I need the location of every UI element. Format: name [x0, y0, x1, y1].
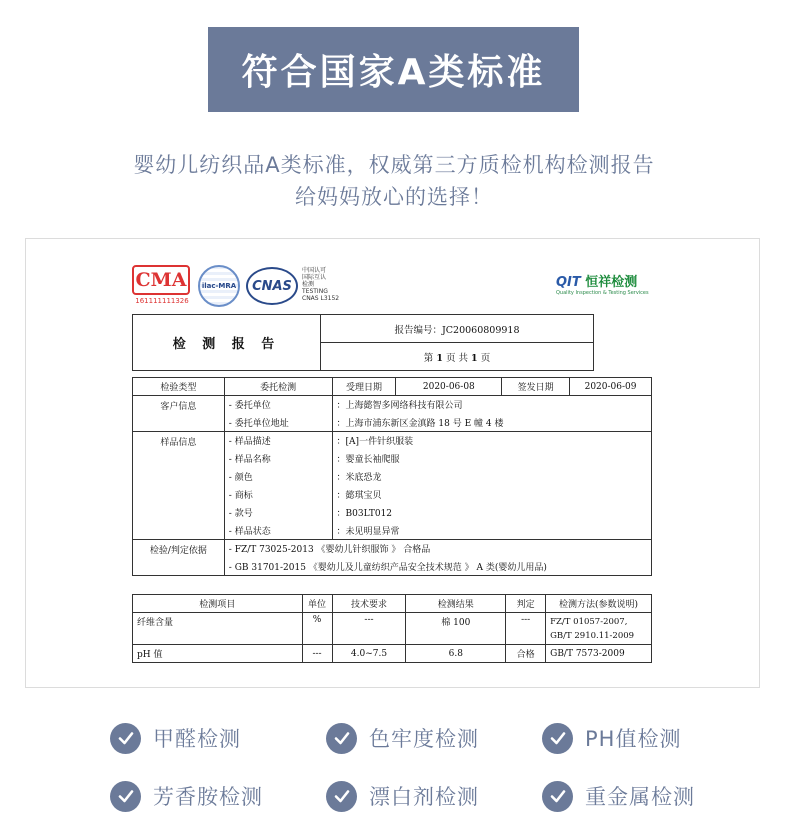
ilac-mra-logo: ilac-MRA	[198, 265, 240, 307]
check-badge: 色牢度检测	[326, 718, 479, 758]
checkmark-icon	[326, 723, 357, 754]
cnas-caption: 中国认可 国际互认 检测 TESTING CNAS L3152	[302, 267, 340, 302]
subtitle-line-1: 婴幼儿纺织品A类标准，权威第三方质检机构检测报告	[133, 153, 655, 177]
table-row: pH 值 --- 4.0~7.5 6.8 合格 GB/T 7573-2009	[133, 645, 652, 663]
check-badge: PH值检测	[542, 718, 681, 758]
report-info-table: 检验类型 委托检测 受理日期 2020-06-08 签发日期 2020-06-09 客户信息 - 委托单位 ：上海懿智多网络科技有限公司 - 委托单位地址 ：上海市浦东新区金滇路 18 号 E 幢 4 楼 样品信息 - 样品描述 ：[A]一件针织服装 - 样品名称 ：婴童长袖爬服 - 颜色 ：米底恐龙 - 商标 ：懿琪宝贝 - 款号 ：B03LT012 - 样品状态 ：未见明显异常 检验/判定依据 - FZ/T 73025-2013 《婴幼儿针织服饰 》 合格品 - GB 31701-2015 《婴幼儿及儿童纺织产品安全技术规范 》 A 类(婴幼儿用品)	[132, 377, 652, 576]
check-badge: 甲醛检测	[110, 718, 241, 758]
check-badge: 芳香胺检测	[110, 776, 263, 816]
check-badge: 重金属检测	[542, 776, 695, 816]
checkmark-icon	[542, 781, 573, 812]
checkmark-icon	[110, 723, 141, 754]
page-banner: 符合国家A类标准	[208, 27, 579, 112]
certification-logos	[132, 263, 362, 313]
report-title: 检 测 报 告	[133, 315, 321, 371]
checkmark-icon	[326, 781, 357, 812]
check-badge: 漂白剂检测	[326, 776, 479, 816]
test-results-table: 检测项目 单位 技术要求 检测结果 判定 检测方法(参数说明) 纤维含量 % --- 棉 100 --- FZ/T 01057-2007, GB/T 2910.11-2009 pH 值 --- 4.0~7.5 6.8 合格 GB/T 7573-2009	[132, 594, 652, 663]
qit-logo: QIT 恒祥检测 Quality Inspection & Testing Services	[556, 275, 649, 296]
subtitle-line-2: 给妈妈放心的选择！	[295, 185, 493, 209]
report-header-table	[132, 314, 594, 371]
checkmark-icon	[110, 781, 141, 812]
report-number: 报告编号：JC20060809918	[321, 315, 594, 343]
cnas-logo: CNAS	[246, 267, 298, 305]
checkmark-icon	[542, 723, 573, 754]
page-count: 第 1 页 共 1 页	[321, 343, 594, 371]
test-report	[25, 238, 760, 688]
table-row: 纤维含量 % --- 棉 100 --- FZ/T 01057-2007, GB/T 2910.11-2009	[133, 613, 652, 645]
cma-logo: CMA 161111111326	[132, 265, 192, 311]
